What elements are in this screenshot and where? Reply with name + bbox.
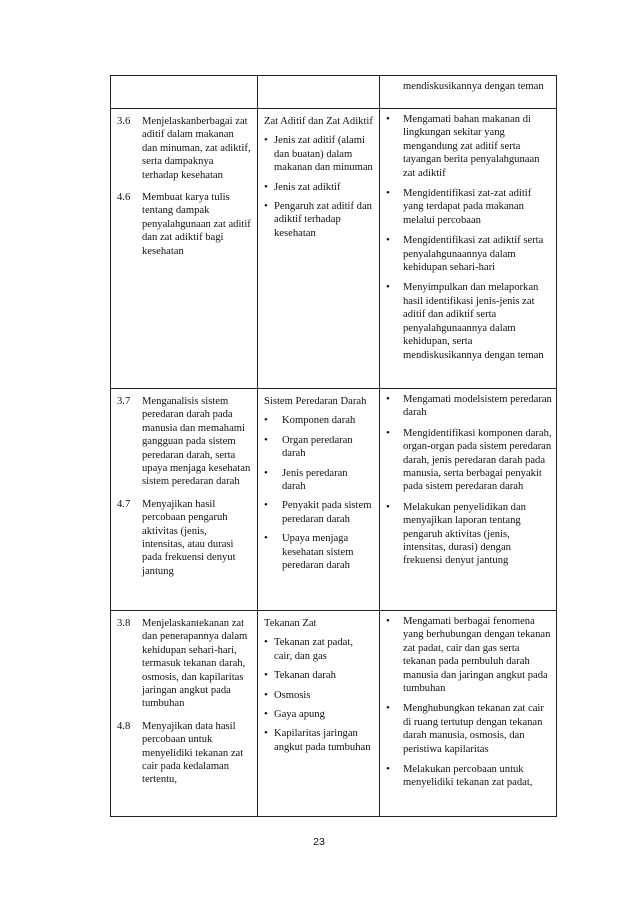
activity-cell: [380, 76, 557, 109]
bullet-icon: •: [264, 636, 268, 649]
material-text: Jenis peredaran darah: [282, 467, 348, 493]
kd-description: Membuat karya tulis tentang dampak penyalahgunaan zat aditif dan zat adiktif bagi kesehatan: [142, 192, 251, 257]
bullet-icon: •: [264, 688, 268, 701]
material-text: Osmosis: [274, 689, 311, 701]
kd-number: 4.6: [117, 192, 131, 204]
material-text: Kapilaritas jaringan angkut pada tumbuhan: [274, 728, 371, 753]
kd-number: 3.7: [117, 396, 131, 407]
kd-description: Menganalisis sistem peredaran darah pada manusia dan memahami gangguan pada sistem peredaran darah, serta upaya menjaga kesehatan sistem peredaran darah: [142, 396, 251, 488]
activity-cell: [380, 389, 557, 611]
kd-number: 4.8: [117, 720, 131, 732]
bullet-icon: •: [386, 426, 390, 439]
table-row-continuation: [111, 76, 557, 109]
activity-list: [386, 113, 552, 362]
kd-item: [117, 720, 251, 787]
bullet-icon: •: [264, 532, 268, 545]
material-list: [264, 636, 373, 754]
bullet-icon: •: [264, 180, 268, 193]
material-cell: [258, 389, 380, 611]
material-item: [264, 134, 373, 174]
activity-item: [386, 702, 552, 756]
material-item: [264, 636, 373, 663]
bullet-icon: •: [386, 187, 390, 200]
material-item: [264, 181, 373, 194]
material-text: Tekanan darah: [274, 670, 336, 682]
bullet-icon: •: [386, 393, 390, 405]
activity-item: [386, 615, 552, 695]
material-item: [264, 669, 373, 682]
material-text: Jenis zat adiktif: [274, 181, 341, 193]
bullet-icon: •: [264, 134, 268, 147]
material-cell: [258, 109, 380, 389]
activity-text: Mengamati modelsistem peredaran darah: [403, 394, 552, 419]
activity-item: [386, 281, 552, 361]
activity-text: Mengamati bahan makanan di lingkungan sekitar yang mengandung zat aditif serta tayangan berita penyalahgunaan zat adiktif: [403, 114, 540, 179]
table-row: [111, 109, 557, 389]
curriculum-table: [110, 75, 557, 817]
activity-item: [386, 113, 552, 180]
activity-item: [386, 234, 552, 274]
activity-list: [386, 393, 552, 568]
bullet-icon: •: [386, 234, 390, 247]
activity-list: [386, 615, 552, 790]
activity-text: Menghubungkan tekanan zat cair di ruang tertutup dengan tekanan darah manusia, osmosis, dan peristiwa kapilaritas: [403, 703, 544, 755]
material-cell: [258, 611, 380, 817]
material-text: Jenis zat aditif (alami dan buatan) dalam makanan dan minuman: [274, 135, 373, 174]
material-text: Komponen darah: [282, 415, 356, 427]
kd-description: Menyajikan data hasil percobaan untuk menyelidiki tekanan zat cair pada kedalaman tertentu,: [142, 720, 244, 786]
activity-text: Menyimpulkan dan melaporkan hasil identifikasi jenis-jenis zat aditif dan adiktif serta penyalahgunaannya dalam kehidupan, serta mendiskusikannya dengan teman: [403, 282, 544, 361]
kd-item: [117, 115, 251, 182]
activity-item: [386, 393, 552, 420]
kd-item: [117, 498, 251, 578]
kd-number: 3.8: [117, 618, 131, 629]
activity-continuation-text: mendiskusikannya dengan teman: [403, 81, 544, 92]
activity-text: Mengamati berbagai fenomena yang berhubungan dengan tekanan zat padat, cair dan gas serta tekanan pada pembuluh darah manusia dan jaringan angkut pada tumbuhan: [403, 616, 551, 695]
material-list: [264, 134, 373, 240]
bullet-icon: •: [264, 708, 268, 721]
bullet-icon: •: [386, 763, 390, 776]
activity-text: Mengidentifikasi zat-zat aditif yang terdapat pada makanan melalui percobaan: [403, 188, 532, 226]
kd-item: [117, 395, 251, 489]
bullet-icon: •: [264, 466, 268, 479]
kd-number: 3.6: [117, 116, 131, 127]
material-text: Tekanan zat padat, cair, dan gas: [274, 637, 353, 662]
activity-text: Mengidentifikasi zat adiktif serta penyalahgunaannya dalam kehidupan sehari-hari: [403, 235, 544, 274]
activity-item: [386, 187, 552, 227]
material-text: Upaya menjaga kesehatan sistem peredaran darah: [282, 533, 354, 572]
kd-description: Menjelaskanberbagai zat aditif dalam makanan dan minuman, zat adiktif, serta dampaknya terhadap kesehatan: [142, 116, 251, 181]
activity-item: [386, 501, 552, 568]
kd-description: Menjelaskantekanan zat dan penerapannya dalam kehidupan sehari-hari, termasuk tekanan darah, osmosis, dan kapilaritas jaringan angkut pada tumbuhan: [142, 618, 248, 710]
bullet-icon: •: [264, 433, 268, 446]
bullet-icon: •: [386, 113, 390, 125]
table-row: [111, 611, 557, 817]
activity-text: Melakukan percobaan untuk menyelidiki tekanan zat padat,: [403, 764, 533, 789]
bullet-icon: •: [264, 499, 268, 512]
kd-number: 4.7: [117, 498, 131, 510]
bullet-icon: •: [264, 727, 268, 740]
bullet-icon: •: [386, 500, 390, 513]
material-item: [264, 499, 373, 526]
page-number: 23: [313, 836, 325, 848]
material-text: Gaya apung: [274, 709, 325, 721]
material-item: [264, 708, 373, 721]
kd-item: [117, 191, 251, 258]
bullet-icon: •: [386, 702, 390, 715]
material-cell: [258, 76, 380, 109]
activity-cell: [380, 109, 557, 389]
material-item: [264, 689, 373, 702]
material-item: [264, 727, 373, 754]
kd-cell: [111, 611, 258, 817]
material-text: Pengaruh zat aditif dan adiktif terhadap kesehatan: [274, 201, 372, 239]
material-item: [264, 467, 373, 494]
activity-cell: [380, 611, 557, 817]
activity-item: [386, 763, 552, 790]
kd-item: [117, 617, 251, 711]
material-item: [264, 434, 373, 461]
kd-description: Menyajikan hasil percobaan pengaruh aktivitas (jenis, intensitas, atau durasi pada frekuensi denyut jantung: [142, 498, 236, 577]
bullet-icon: •: [264, 200, 268, 213]
bullet-icon: •: [386, 615, 390, 627]
material-list: [264, 414, 373, 572]
material-item: [264, 532, 373, 572]
activity-text: Melakukan penyelidikan dan menyajikan laporan tentang pengaruh aktivitas (jenis, intensitas, durasi) dengan frekuensi denyut jantung: [403, 501, 526, 567]
activity-item: [386, 427, 552, 494]
activity-text: Mengidentifikasi komponen darah, organ-organ pada sistem peredaran darah, jenis peredaran darah pada manusia, serta berbagai penyakit pada sistem peredaran darah: [403, 427, 552, 493]
material-title: Zat Aditif dan Zat Adiktif: [264, 116, 373, 127]
material-text: Organ peredaran darah: [282, 434, 353, 460]
table-row: [111, 389, 557, 611]
kd-cell: [111, 76, 258, 109]
bullet-icon: •: [264, 414, 268, 427]
material-item: [264, 414, 373, 427]
material-item: [264, 200, 373, 240]
material-text: Penyakit pada sistem peredaran darah: [282, 500, 372, 525]
kd-cell: [111, 109, 258, 389]
bullet-icon: •: [264, 669, 268, 682]
material-title: Sistem Peredaran Darah: [264, 396, 367, 407]
material-title: Tekanan Zat: [264, 618, 317, 629]
bullet-icon: •: [386, 281, 390, 294]
kd-cell: [111, 389, 258, 611]
